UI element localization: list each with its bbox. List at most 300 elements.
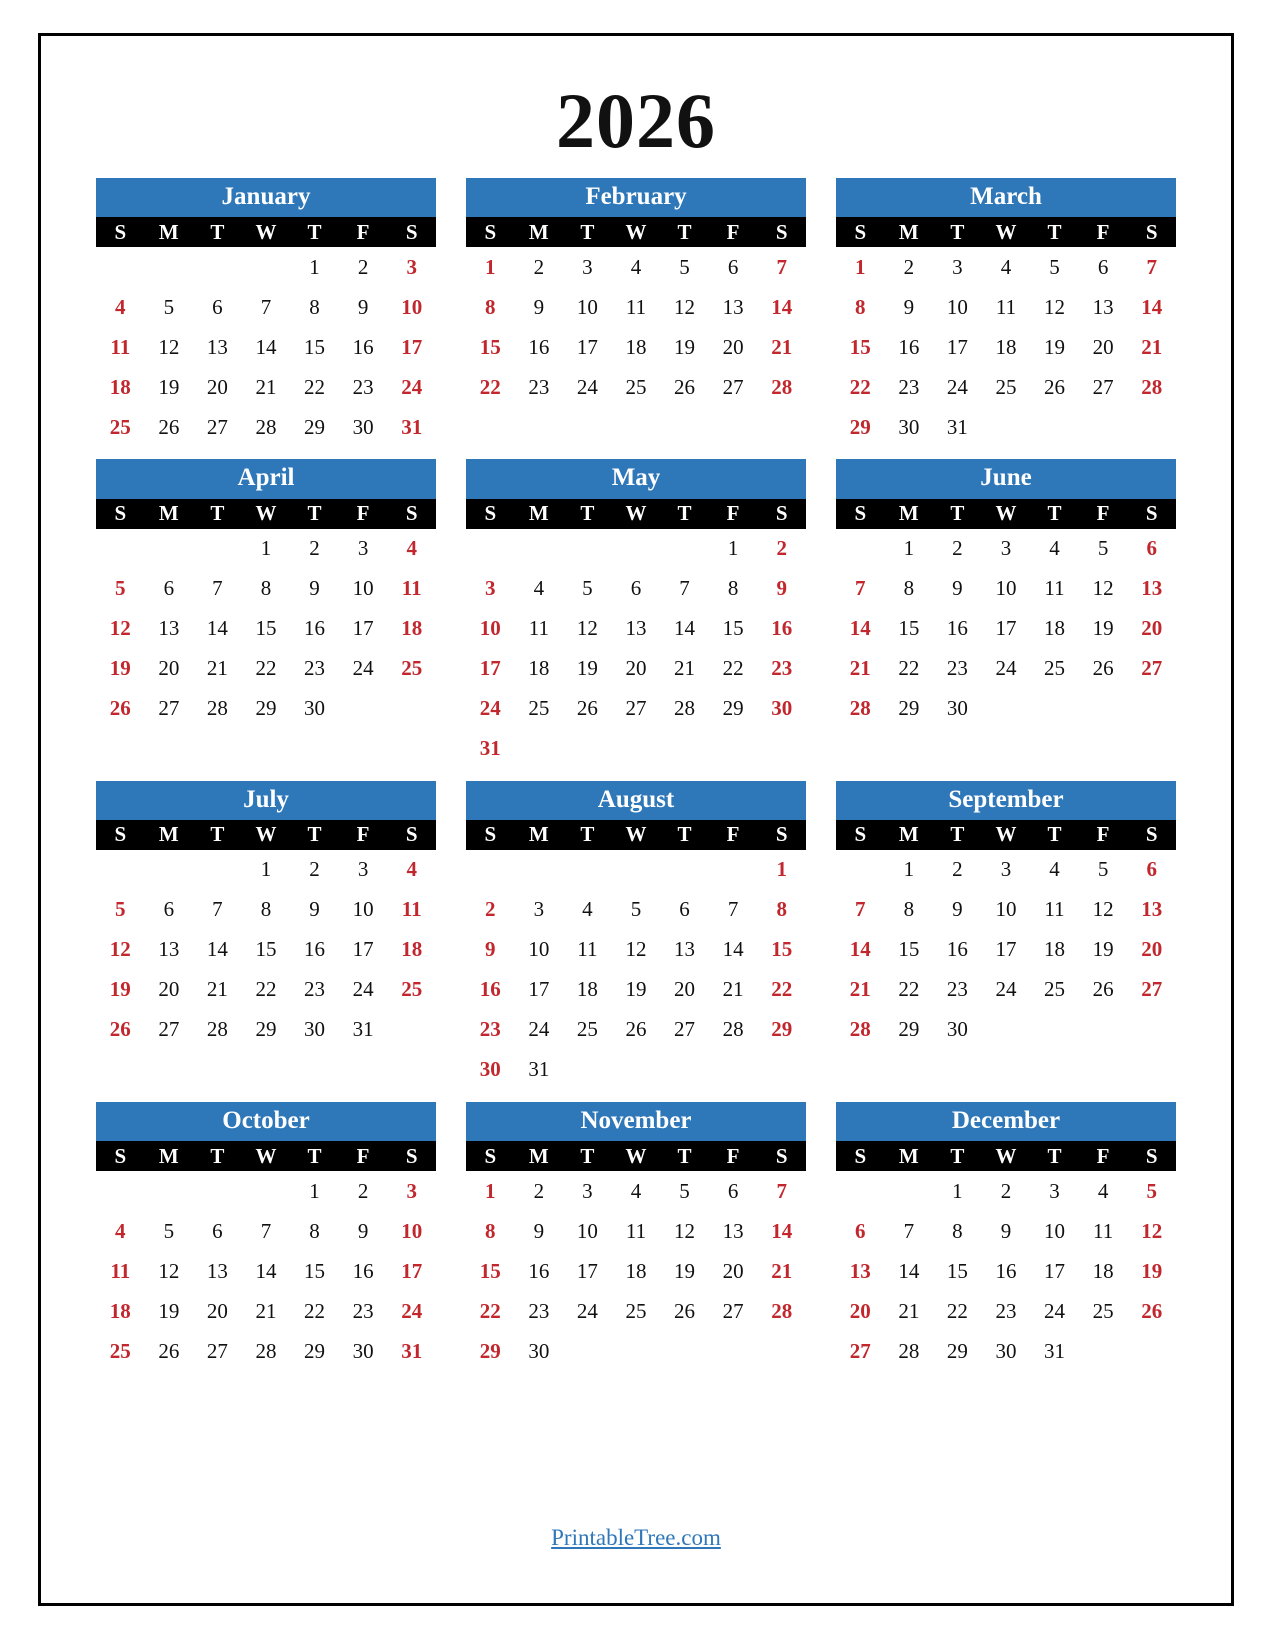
day-cell: 9 bbox=[533, 294, 545, 319]
day-cell: 20 bbox=[722, 334, 744, 359]
day-cell: 26 bbox=[1092, 656, 1114, 680]
weekday-header: S bbox=[387, 820, 436, 850]
day-cell-empty bbox=[660, 729, 709, 769]
page-title: 2026 bbox=[556, 77, 716, 164]
weekday-header: T bbox=[193, 217, 242, 247]
day-cell: 7 bbox=[212, 897, 223, 922]
day-cell: 15 bbox=[898, 937, 920, 962]
week-row bbox=[836, 247, 1176, 287]
day-cell: 5 bbox=[1146, 1178, 1157, 1203]
day-cell: 1 bbox=[903, 857, 915, 882]
day-cell: 8 bbox=[260, 576, 272, 600]
day-cell: 3 bbox=[485, 576, 496, 600]
day-cell: 10 bbox=[479, 616, 501, 640]
month-block bbox=[466, 781, 806, 1090]
day-cell: 25 bbox=[528, 696, 550, 720]
day-cell: 13 bbox=[158, 937, 180, 962]
month-block bbox=[96, 178, 436, 447]
day-cell-empty bbox=[885, 1171, 934, 1211]
weekday-header: M bbox=[145, 499, 194, 529]
weekday-header-row bbox=[466, 217, 806, 247]
day-cell-empty bbox=[145, 1171, 194, 1211]
day-cell: 28 bbox=[206, 1017, 228, 1042]
day-cell: 5 bbox=[163, 294, 175, 319]
day-cell: 31 bbox=[401, 1338, 423, 1363]
weekday-header: M bbox=[145, 820, 194, 850]
day-cell: 3 bbox=[582, 1178, 593, 1203]
weekday-header: W bbox=[242, 217, 291, 247]
weekday-header: M bbox=[145, 1141, 194, 1171]
day-cell: 31 bbox=[479, 736, 501, 760]
day-cell-empty bbox=[1030, 407, 1079, 447]
month-table bbox=[96, 499, 436, 729]
weekday-header: M bbox=[515, 1141, 564, 1171]
week-row bbox=[836, 407, 1176, 447]
day-cell: 29 bbox=[255, 696, 277, 720]
week-row bbox=[836, 609, 1176, 649]
day-cell: 10 bbox=[401, 1218, 423, 1243]
day-cell: 16 bbox=[304, 937, 326, 962]
day-cell: 6 bbox=[630, 576, 642, 600]
day-cell: 9 bbox=[309, 897, 320, 922]
day-cell: 12 bbox=[625, 937, 647, 962]
day-cell: 22 bbox=[849, 374, 871, 399]
week-row bbox=[466, 569, 806, 609]
day-cell-empty bbox=[757, 1050, 806, 1090]
day-cell: 6 bbox=[163, 897, 175, 922]
day-cell: 23 bbox=[898, 374, 920, 399]
day-cell-empty bbox=[1127, 689, 1176, 729]
day-cell: 6 bbox=[1146, 857, 1157, 882]
weekday-header: W bbox=[242, 1141, 291, 1171]
day-cell: 22 bbox=[898, 656, 920, 680]
day-cell: 17 bbox=[995, 616, 1017, 640]
day-cell-empty bbox=[515, 729, 564, 769]
day-cell-empty bbox=[563, 529, 612, 569]
day-cell: 4 bbox=[630, 1178, 642, 1203]
day-cell: 7 bbox=[260, 1218, 272, 1243]
weekday-header-row bbox=[96, 217, 436, 247]
week-row bbox=[96, 1291, 436, 1331]
week-row bbox=[96, 569, 436, 609]
day-cell-empty bbox=[709, 729, 758, 769]
day-cell: 1 bbox=[776, 857, 787, 882]
day-cell: 3 bbox=[582, 254, 593, 279]
day-cell: 6 bbox=[1097, 254, 1109, 279]
day-cell: 29 bbox=[255, 1017, 277, 1042]
day-cell: 30 bbox=[995, 1338, 1017, 1363]
day-cell: 13 bbox=[206, 334, 228, 359]
day-cell: 19 bbox=[1044, 334, 1066, 359]
day-cell: 21 bbox=[849, 656, 871, 680]
day-cell: 9 bbox=[776, 576, 787, 600]
week-row bbox=[96, 970, 436, 1010]
day-cell: 6 bbox=[212, 1218, 223, 1243]
day-cell: 12 bbox=[576, 616, 598, 640]
day-cell: 22 bbox=[255, 656, 277, 680]
day-cell: 25 bbox=[109, 414, 131, 439]
day-cell-empty bbox=[757, 729, 806, 769]
day-cell-empty bbox=[836, 850, 885, 890]
day-cell: 23 bbox=[479, 1017, 501, 1042]
week-row bbox=[466, 1050, 806, 1090]
day-cell: 22 bbox=[479, 374, 501, 399]
week-row bbox=[96, 930, 436, 970]
day-cell: 5 bbox=[1097, 536, 1109, 560]
day-cell: 27 bbox=[206, 1338, 228, 1363]
day-cell: 4 bbox=[582, 897, 593, 922]
day-cell: 8 bbox=[309, 294, 320, 319]
day-cell: 26 bbox=[674, 1298, 696, 1323]
day-cell: 2 bbox=[533, 1178, 545, 1203]
weekday-header: S bbox=[387, 1141, 436, 1171]
weekday-header: T bbox=[933, 1141, 982, 1171]
day-cell: 27 bbox=[625, 696, 647, 720]
day-cell: 14 bbox=[1141, 294, 1163, 319]
day-cell: 26 bbox=[109, 1017, 131, 1042]
weekday-header-row bbox=[96, 499, 436, 529]
day-cell: 23 bbox=[771, 656, 793, 680]
week-row bbox=[836, 569, 1176, 609]
day-cell-empty bbox=[660, 1331, 709, 1371]
day-cell: 24 bbox=[352, 656, 374, 680]
day-cell: 29 bbox=[771, 1017, 793, 1042]
day-cell: 11 bbox=[995, 294, 1017, 319]
weekday-header: F bbox=[1079, 499, 1128, 529]
day-cell: 27 bbox=[674, 1017, 696, 1042]
day-cell: 27 bbox=[849, 1338, 871, 1363]
day-cell: 18 bbox=[576, 977, 598, 1002]
weekday-header: T bbox=[290, 820, 339, 850]
weekday-header: T bbox=[933, 820, 982, 850]
day-cell: 23 bbox=[528, 1298, 550, 1323]
day-cell: 26 bbox=[1141, 1298, 1163, 1323]
day-cell-empty bbox=[466, 850, 515, 890]
day-cell: 18 bbox=[401, 937, 423, 962]
day-cell: 13 bbox=[158, 616, 180, 640]
day-cell: 29 bbox=[946, 1338, 968, 1363]
day-cell: 27 bbox=[722, 374, 744, 399]
day-cell: 27 bbox=[722, 1298, 744, 1323]
month-block bbox=[836, 1102, 1176, 1371]
weekday-header: W bbox=[982, 820, 1031, 850]
day-cell: 13 bbox=[722, 294, 744, 319]
weekday-header: S bbox=[836, 820, 885, 850]
day-cell: 16 bbox=[771, 616, 793, 640]
day-cell: 9 bbox=[952, 576, 963, 600]
day-cell-empty bbox=[563, 729, 612, 769]
day-cell: 14 bbox=[206, 616, 228, 640]
day-cell: 1 bbox=[309, 254, 320, 279]
day-cell: 23 bbox=[946, 977, 968, 1002]
day-cell: 31 bbox=[401, 414, 423, 439]
day-cell-empty bbox=[96, 1171, 145, 1211]
day-cell: 20 bbox=[625, 656, 647, 680]
day-cell: 11 bbox=[625, 1218, 647, 1243]
week-row bbox=[96, 529, 436, 569]
weekday-header: W bbox=[612, 499, 661, 529]
month-block bbox=[836, 459, 1176, 768]
day-cell: 22 bbox=[898, 977, 920, 1002]
week-row bbox=[466, 1010, 806, 1050]
day-cell: 28 bbox=[1141, 374, 1163, 399]
weekday-header: S bbox=[757, 217, 806, 247]
day-cell: 29 bbox=[898, 1017, 920, 1042]
weekday-header: M bbox=[145, 217, 194, 247]
weekday-header: F bbox=[339, 499, 388, 529]
day-cell: 22 bbox=[255, 977, 277, 1002]
day-cell-empty bbox=[1079, 1331, 1128, 1371]
month-block bbox=[466, 459, 806, 768]
day-cell: 8 bbox=[952, 1218, 963, 1243]
day-cell: 12 bbox=[1092, 576, 1114, 600]
day-cell: 5 bbox=[630, 897, 642, 922]
day-cell: 1 bbox=[309, 1178, 320, 1203]
day-cell: 5 bbox=[163, 1218, 175, 1243]
weekday-header: T bbox=[290, 217, 339, 247]
week-row bbox=[836, 327, 1176, 367]
day-cell: 17 bbox=[946, 334, 968, 359]
printabletree-link[interactable]: PrintableTree.com bbox=[551, 1525, 721, 1550]
day-cell: 29 bbox=[479, 1338, 501, 1363]
day-cell: 13 bbox=[722, 1218, 744, 1243]
day-cell: 2 bbox=[533, 254, 545, 279]
day-cell: 14 bbox=[849, 937, 871, 962]
day-cell-empty bbox=[982, 1010, 1031, 1050]
month-table bbox=[96, 217, 436, 447]
day-cell: 25 bbox=[1044, 656, 1066, 680]
day-cell: 30 bbox=[771, 696, 793, 720]
day-cell: 12 bbox=[674, 1218, 696, 1243]
week-row bbox=[96, 609, 436, 649]
day-cell-empty bbox=[563, 1331, 612, 1371]
day-cell: 21 bbox=[255, 1298, 277, 1323]
day-cell-empty bbox=[1079, 1010, 1128, 1050]
day-cell: 28 bbox=[722, 1017, 744, 1042]
day-cell: 12 bbox=[1141, 1218, 1163, 1243]
weekday-header: T bbox=[563, 499, 612, 529]
week-row bbox=[836, 930, 1176, 970]
day-cell: 8 bbox=[776, 897, 787, 922]
month-name: February bbox=[466, 178, 806, 217]
day-cell: 18 bbox=[1092, 1258, 1114, 1283]
day-cell: 5 bbox=[115, 576, 126, 600]
day-cell: 11 bbox=[1044, 576, 1065, 600]
day-cell: 24 bbox=[1044, 1298, 1066, 1323]
day-cell: 30 bbox=[898, 414, 920, 439]
day-cell: 5 bbox=[582, 576, 593, 600]
day-cell: 20 bbox=[158, 977, 180, 1002]
day-cell: 19 bbox=[1092, 616, 1114, 640]
month-table bbox=[96, 820, 436, 1050]
calendar-page bbox=[38, 33, 1234, 1606]
day-cell: 17 bbox=[576, 334, 598, 359]
day-cell: 11 bbox=[401, 897, 422, 922]
day-cell: 20 bbox=[1141, 937, 1163, 962]
day-cell: 22 bbox=[771, 977, 793, 1002]
week-row bbox=[466, 729, 806, 769]
day-cell: 28 bbox=[255, 1338, 277, 1363]
day-cell: 4 bbox=[1000, 254, 1012, 279]
day-cell-empty bbox=[145, 529, 194, 569]
day-cell: 2 bbox=[309, 536, 320, 560]
day-cell: 25 bbox=[576, 1017, 598, 1042]
day-cell: 6 bbox=[727, 1178, 739, 1203]
day-cell: 11 bbox=[625, 294, 647, 319]
day-cell: 20 bbox=[849, 1298, 871, 1323]
month-block bbox=[96, 1102, 436, 1371]
day-cell: 7 bbox=[776, 1178, 787, 1203]
day-cell-empty bbox=[145, 850, 194, 890]
day-cell: 3 bbox=[1000, 536, 1012, 560]
day-cell-empty bbox=[387, 1010, 436, 1050]
weekday-header: T bbox=[1030, 820, 1079, 850]
week-row bbox=[836, 1291, 1176, 1331]
day-cell: 24 bbox=[995, 656, 1017, 680]
day-cell: 20 bbox=[1092, 334, 1114, 359]
week-row bbox=[96, 689, 436, 729]
day-cell: 19 bbox=[674, 1258, 696, 1283]
weekday-header: T bbox=[660, 820, 709, 850]
day-cell: 31 bbox=[528, 1057, 550, 1082]
footer bbox=[41, 1525, 1231, 1551]
day-cell: 17 bbox=[352, 616, 374, 640]
day-cell: 2 bbox=[1000, 1178, 1012, 1203]
weekday-header: M bbox=[515, 820, 564, 850]
day-cell: 22 bbox=[479, 1298, 501, 1323]
day-cell-empty bbox=[982, 689, 1031, 729]
day-cell: 26 bbox=[158, 1338, 180, 1363]
day-cell: 7 bbox=[727, 897, 739, 922]
day-cell: 26 bbox=[109, 696, 131, 720]
day-cell: 6 bbox=[679, 897, 690, 922]
day-cell-empty bbox=[612, 729, 661, 769]
week-row bbox=[836, 367, 1176, 407]
day-cell: 13 bbox=[625, 616, 647, 640]
day-cell-empty bbox=[709, 1331, 758, 1371]
day-cell: 24 bbox=[401, 1298, 423, 1323]
weekday-header: W bbox=[242, 820, 291, 850]
weekday-header: T bbox=[563, 820, 612, 850]
day-cell: 29 bbox=[898, 696, 920, 720]
day-cell: 29 bbox=[304, 1338, 326, 1363]
day-cell: 17 bbox=[479, 656, 501, 680]
day-cell: 6 bbox=[1146, 536, 1157, 560]
day-cell-empty bbox=[242, 1171, 291, 1211]
weekday-header: F bbox=[1079, 1141, 1128, 1171]
day-cell: 14 bbox=[674, 616, 696, 640]
day-cell-empty bbox=[1127, 1331, 1176, 1371]
week-row bbox=[96, 1331, 436, 1371]
week-row bbox=[96, 367, 436, 407]
day-cell: 18 bbox=[109, 374, 131, 399]
day-cell: 15 bbox=[479, 334, 501, 359]
month-table bbox=[836, 499, 1176, 729]
day-cell: 30 bbox=[946, 696, 968, 720]
day-cell: 5 bbox=[679, 254, 690, 279]
day-cell: 12 bbox=[158, 1258, 180, 1283]
week-row bbox=[466, 1331, 806, 1371]
day-cell: 10 bbox=[352, 897, 374, 922]
day-cell: 11 bbox=[401, 576, 422, 600]
day-cell: 8 bbox=[260, 897, 272, 922]
week-row bbox=[466, 890, 806, 930]
day-cell-empty bbox=[96, 529, 145, 569]
day-cell: 5 bbox=[679, 1178, 690, 1203]
day-cell: 19 bbox=[1141, 1258, 1163, 1283]
day-cell: 1 bbox=[903, 536, 915, 560]
day-cell: 17 bbox=[352, 937, 374, 962]
day-cell: 16 bbox=[946, 616, 968, 640]
weekday-header-row bbox=[836, 499, 1176, 529]
weekday-header: M bbox=[515, 499, 564, 529]
day-cell: 23 bbox=[304, 977, 326, 1002]
weekday-header: T bbox=[563, 1141, 612, 1171]
day-cell: 3 bbox=[533, 897, 545, 922]
day-cell: 27 bbox=[1141, 656, 1163, 680]
weekday-header: M bbox=[885, 499, 934, 529]
day-cell: 5 bbox=[1049, 254, 1060, 279]
day-cell: 17 bbox=[1044, 1258, 1066, 1283]
weekday-header: S bbox=[1127, 217, 1176, 247]
weekday-header: S bbox=[1127, 820, 1176, 850]
day-cell: 6 bbox=[855, 1218, 866, 1243]
day-cell: 24 bbox=[576, 374, 598, 399]
day-cell: 16 bbox=[528, 1258, 550, 1283]
day-cell: 15 bbox=[255, 937, 277, 962]
day-cell: 1 bbox=[855, 254, 866, 279]
day-cell-empty bbox=[1127, 1010, 1176, 1050]
day-cell: 25 bbox=[995, 374, 1017, 399]
day-cell: 16 bbox=[946, 937, 968, 962]
day-cell: 9 bbox=[1000, 1218, 1012, 1243]
weekday-header: T bbox=[1030, 1141, 1079, 1171]
day-cell: 15 bbox=[946, 1258, 968, 1283]
day-cell: 9 bbox=[485, 937, 496, 962]
weekday-header: W bbox=[612, 217, 661, 247]
day-cell: 2 bbox=[952, 857, 963, 882]
weekday-header: F bbox=[709, 1141, 758, 1171]
week-row bbox=[466, 970, 806, 1010]
weekday-header: M bbox=[885, 820, 934, 850]
weekday-header: S bbox=[96, 217, 145, 247]
day-cell: 16 bbox=[528, 334, 550, 359]
day-cell: 16 bbox=[479, 977, 501, 1002]
week-row bbox=[466, 1291, 806, 1331]
weekday-header: W bbox=[982, 217, 1031, 247]
day-cell: 10 bbox=[576, 1218, 598, 1243]
week-row bbox=[466, 247, 806, 287]
day-cell: 26 bbox=[1044, 374, 1066, 399]
day-cell: 31 bbox=[946, 414, 968, 439]
day-cell-empty bbox=[660, 850, 709, 890]
day-cell: 7 bbox=[855, 897, 866, 922]
day-cell: 10 bbox=[352, 576, 374, 600]
day-cell: 25 bbox=[401, 656, 423, 680]
week-row bbox=[466, 1251, 806, 1291]
day-cell: 21 bbox=[722, 977, 744, 1002]
day-cell: 20 bbox=[206, 374, 228, 399]
week-row bbox=[466, 609, 806, 649]
day-cell: 10 bbox=[995, 897, 1017, 922]
month-table bbox=[466, 820, 806, 1090]
day-cell: 14 bbox=[849, 616, 871, 640]
day-cell: 30 bbox=[304, 1017, 326, 1042]
day-cell: 4 bbox=[115, 1218, 126, 1243]
day-cell: 8 bbox=[485, 294, 496, 319]
day-cell: 9 bbox=[309, 576, 320, 600]
weekday-header: T bbox=[290, 499, 339, 529]
